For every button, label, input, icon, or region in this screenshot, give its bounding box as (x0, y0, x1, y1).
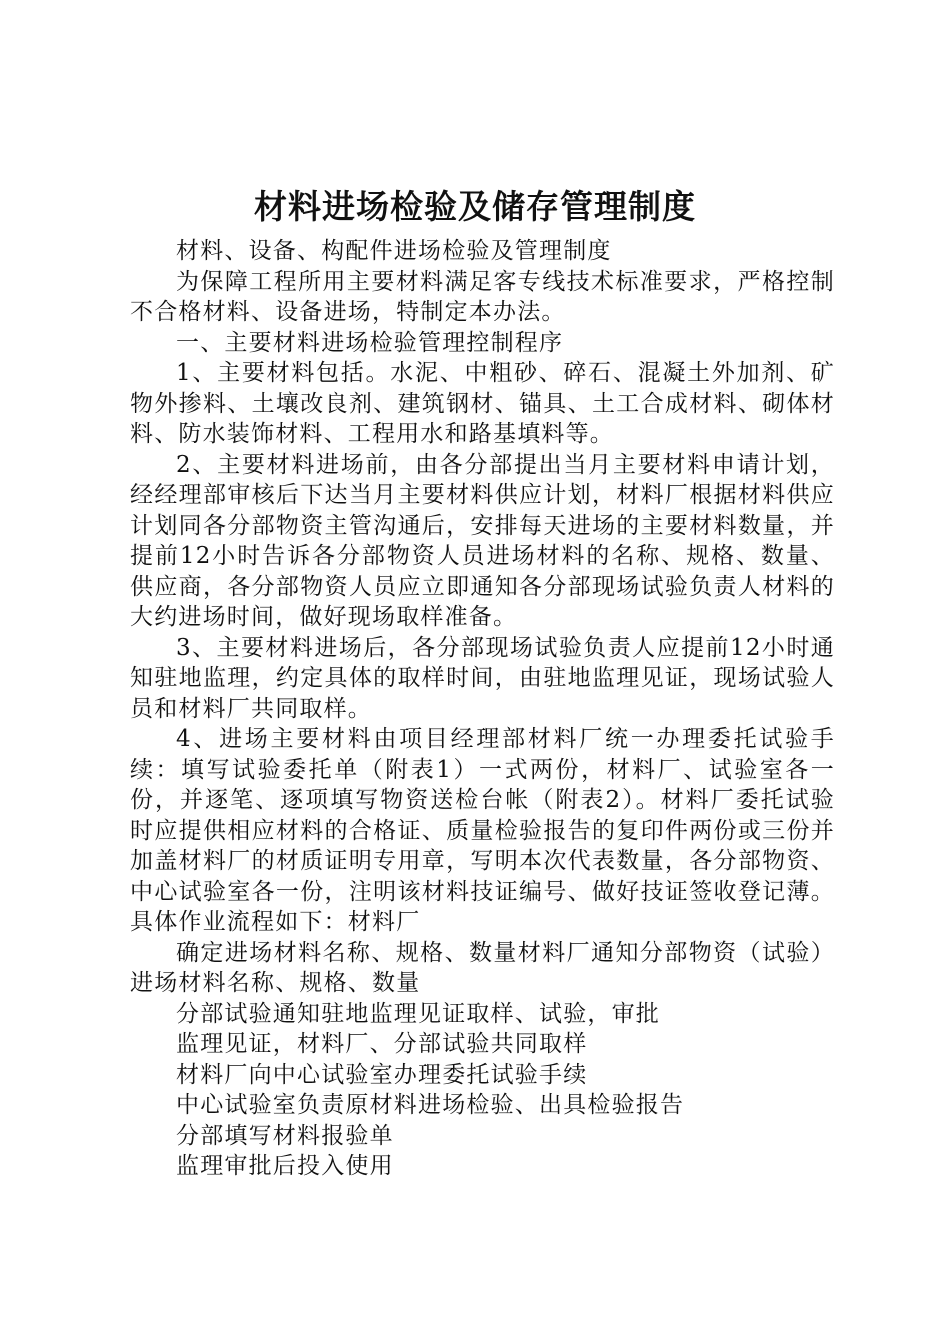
paragraph-item-3: 3、主要材料进场后，各分部现场试验负责人应提前12小时通知驻地监理，约定具体的取样时间，由驻地监理见证，现场试验人员和材料厂共同取样。 (130, 634, 835, 722)
document-body (130, 236, 835, 1182)
paragraph-purpose: 为保障工程所用主要材料满足客专线技术标准要求，严格控制不合格材料、设备进场，特制定本办法。 (130, 268, 835, 325)
paragraph-item-2: 2、主要材料进场前，由各分部提出当月主要材料申请计划，经经理部审核后下达当月主要材料供应计划，材料厂根据材料供应计划同各分部物资主管沟通后，安排每天进场的主要材料数量，并提前12小时告诉各分部物资人员进场材料的名称、规格、数量、供应商，各分部物资人员应立即通知各分部现场试验负责人材料的大约进场时间，做好现场取样准备。 (130, 451, 835, 630)
document-title: 材料进场检验及储存管理制度 (254, 187, 696, 226)
flow-step-1: 确定进场材料名称、规格、数量材料厂通知分部物资（试验）进场材料名称、规格、数量 (130, 939, 835, 996)
paragraph-item-4: 4、进场主要材料由项目经理部材料厂统一办理委托试验手续：填写试验委托单（附表1）一式两份，材料厂、试验室各一份，并逐笔、逐项填写物资送检台帐（附表2）。材料厂委托试验时应提供相应材料的合格证、质量检验报告的复印件两份或三份并加盖材料厂的材质证明专用章，写明本次代表数量，各分部物资、中心试验室各一份，注明该材料技证编号、做好技证签收登记薄。具体作业流程如下：材料厂 (130, 726, 835, 935)
flow-step-4: 材料厂向中心试验室办理委托试验手续 (176, 1061, 588, 1088)
section-heading-1: 一、主要材料进场检验管理控制程序 (176, 329, 564, 356)
flow-step-3: 监理见证，材料厂、分部试验共同取样 (176, 1031, 588, 1057)
flow-step-7: 监理审批后投入使用 (176, 1153, 394, 1179)
paragraph-item-1: 1、主要材料包括。水泥、中粗砂、碎石、混凝土外加剂、矿物外掺料、土壤改良剂、建筑钢材、锚具、土工合成材料、砌体材料、防水装饰材料、工程用水和路基填料等。 (130, 360, 835, 447)
flow-step-6: 分部填写材料报验单 (176, 1122, 394, 1149)
flow-step-2: 分部试验通知驻地监理见证取样、试验，审批 (176, 1000, 660, 1027)
paragraph-heading: 材料、设备、构配件进场检验及管理制度 (176, 238, 612, 264)
flow-step-5: 中心试验室负责原材料进场检验、出具检验报告 (176, 1092, 685, 1118)
